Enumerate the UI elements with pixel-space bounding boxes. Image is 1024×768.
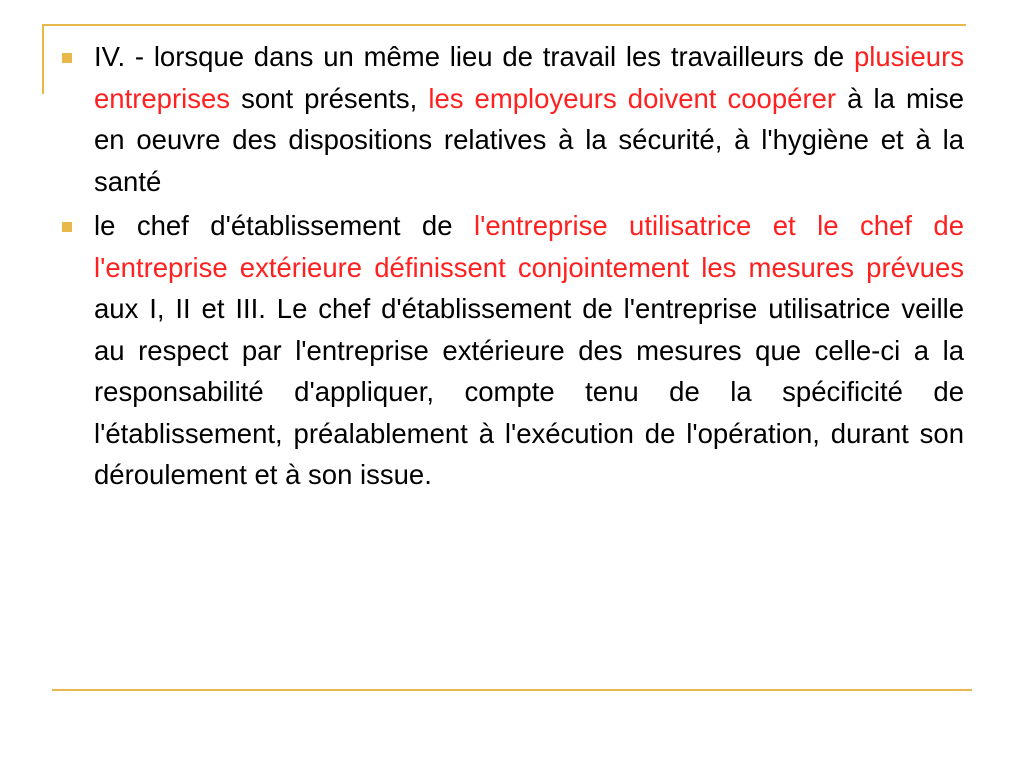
bullet-item-1 <box>60 36 964 202</box>
top-decorative-rule <box>42 24 966 26</box>
text-segment: aux I, II et III. Le chef d'établissement de l'entreprise utilisatrice veille au respect par l'entreprise extérieure des mesures que celle-ci a la responsabilité d'appliquer, compte tenu de la spécificité de l'établissement, préalablement à l'exécution de l'opération, durant son déroulement et à son issue. <box>94 293 964 490</box>
bullet-item-2 <box>60 205 964 496</box>
text-segment: IV. - lorsque dans un même lieu de travail les travailleurs de <box>94 41 854 72</box>
text-segment: à la mise en oeuvre des dispositions relatives à la sécurité, à l'hygiène et à la santé <box>94 82 965 197</box>
bottom-decorative-rule <box>52 689 972 691</box>
slide-body <box>60 36 964 499</box>
left-decorative-rule <box>42 24 44 94</box>
text-segment: le chef d'établissement de <box>94 210 474 241</box>
highlighted-text-segment: l'entreprise utilisatrice et le chef de l'entreprise extérieure définissent conjointement les mesures prévues <box>94 210 965 283</box>
highlighted-text-segment: les employeurs doivent coopérer <box>428 82 837 114</box>
highlighted-text-segment: plusieurs entreprises <box>94 41 964 114</box>
square-bullet-icon <box>62 53 72 63</box>
square-bullet-icon <box>62 222 72 232</box>
text-segment: sont présents, <box>230 82 429 114</box>
